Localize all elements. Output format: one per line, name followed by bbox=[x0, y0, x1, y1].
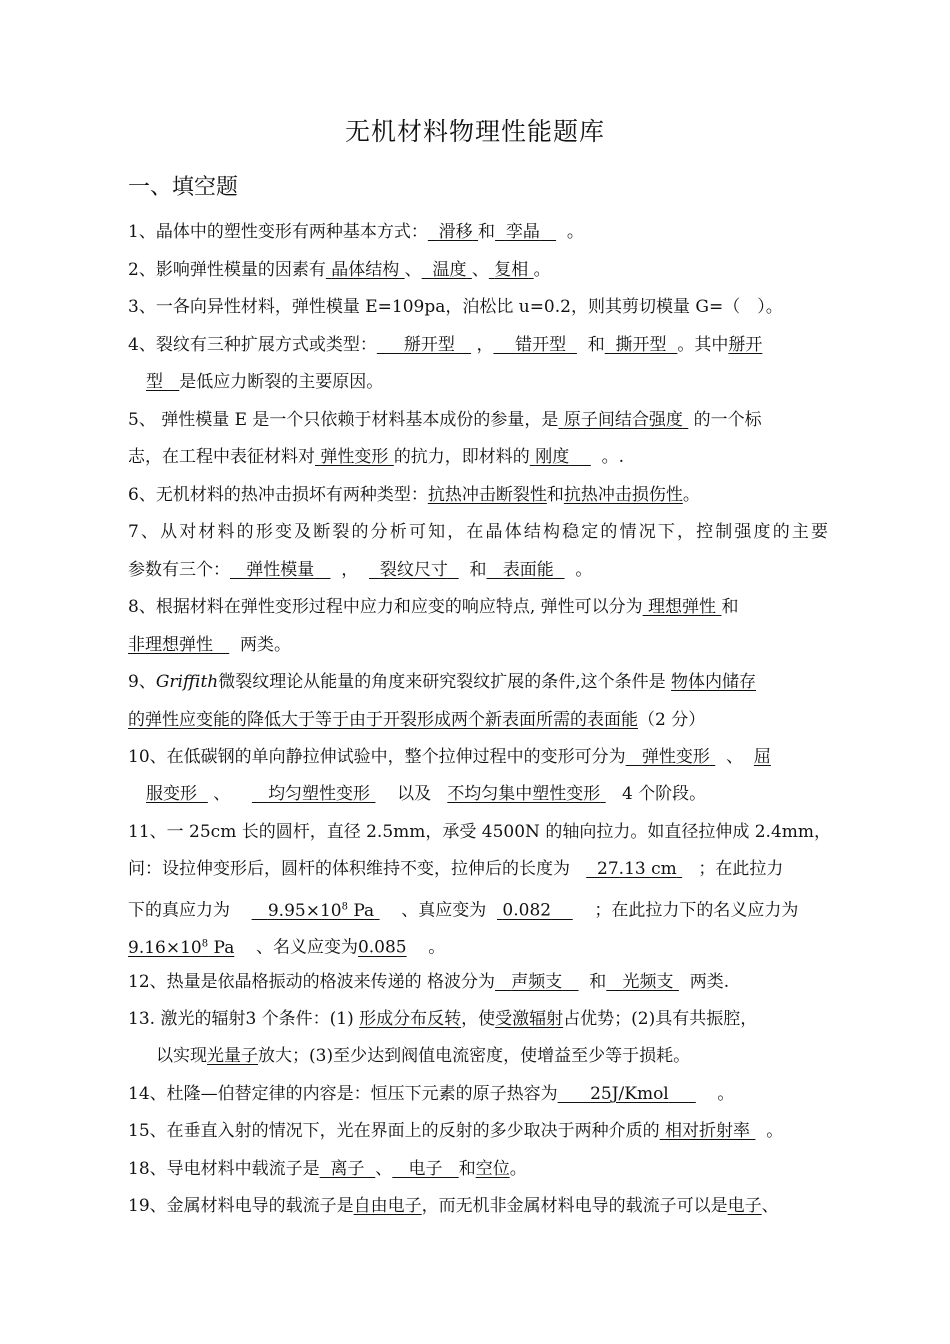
q4-sep-1: ， bbox=[476, 335, 494, 355]
q12-answer-1: 声频支 bbox=[511, 972, 563, 992]
q4-answer-3: 撕开型 bbox=[615, 335, 667, 355]
q11-answer-4-unit: Pa bbox=[208, 937, 235, 958]
q14-answer: 25J/Kmol bbox=[590, 1084, 669, 1104]
question-11 bbox=[128, 817, 832, 847]
q4-text: 4、裂纹有三种扩展方式或类型： bbox=[128, 335, 377, 355]
question-8-cont bbox=[128, 630, 828, 660]
q12-answer-2: 光频支 bbox=[622, 972, 674, 992]
q19-end: 、 bbox=[761, 1196, 779, 1216]
q11-answer-5: 0.085 bbox=[357, 937, 407, 958]
q11-text-3: ；在此拉力 bbox=[698, 859, 784, 879]
q1-answer-1: 滑移 bbox=[438, 222, 473, 242]
q10-sep-2: 、 bbox=[213, 784, 231, 804]
q11-text-2: 问：设拉伸变形后，圆杆的体积维持不变，拉伸后的长度为 bbox=[128, 859, 570, 879]
q19-text: 19、金属材料电导的载流子是 bbox=[128, 1196, 354, 1216]
q7-end: 。 bbox=[575, 560, 593, 580]
q9-griffith: Griffith bbox=[155, 672, 219, 692]
q5-text-3: 志，在工程中表征材料对 bbox=[128, 447, 315, 467]
question-2 bbox=[128, 255, 828, 285]
q11-text-4: 下的真应力为 bbox=[128, 900, 230, 921]
q1-text-2: 和 bbox=[478, 222, 496, 242]
q15-text: 15、在垂直入射的情况下，光在界面上的反射的多少取决于两种介质的 bbox=[128, 1121, 660, 1141]
q13-text-2: ，使 bbox=[461, 1009, 496, 1029]
q6-text: 6、无机材料的热冲击损坏有两种类型： bbox=[128, 485, 428, 505]
question-9 bbox=[128, 667, 828, 697]
q7-answer-2: 裂纹尺寸 bbox=[379, 560, 448, 580]
q13-text-5: 放大；(3)至少达到阀值电流密度，使增益至少等于损耗。 bbox=[258, 1046, 691, 1066]
q6-sep: 和 bbox=[546, 485, 564, 505]
q2-text: 2、影响弹性模量的因素有 bbox=[128, 260, 326, 280]
question-4 bbox=[128, 330, 828, 360]
q19-answer-2: 电子 bbox=[727, 1196, 762, 1216]
section-heading: 一、填空题 bbox=[128, 175, 239, 200]
question-1 bbox=[128, 217, 828, 247]
question-6 bbox=[128, 480, 828, 510]
question-10 bbox=[128, 742, 828, 772]
q10-answer-4: 不均匀集中塑性变形 bbox=[447, 784, 601, 804]
q12-end: 两类. bbox=[689, 972, 730, 992]
q5-answer-2: 弹性变形 bbox=[320, 447, 389, 467]
question-5 bbox=[128, 405, 828, 435]
q4-answer-1: 掰开型 bbox=[403, 335, 455, 355]
question-18 bbox=[128, 1154, 828, 1184]
q18-answer-2: 电子 bbox=[408, 1159, 443, 1179]
q8-text: 8、根据材料在弹性变形过程中应力和应变的响应特点, 弹性可以分为 bbox=[128, 597, 643, 617]
q13-text-3: 占优势；(2)具有共振腔， bbox=[563, 1009, 758, 1029]
question-12 bbox=[128, 967, 828, 997]
q11-text-6: ；在此拉力下的名义应力为 bbox=[594, 900, 799, 921]
q11-answer-2-unit: Pa bbox=[347, 900, 375, 921]
q19-answer-1: 自由电子 bbox=[353, 1196, 422, 1216]
question-11-cont-1 bbox=[128, 854, 828, 884]
q9-points: （2 分） bbox=[638, 710, 706, 730]
q4-text-2: 。其中 bbox=[677, 335, 729, 355]
question-19 bbox=[128, 1191, 828, 1221]
q11-answer-4-exp: 8 bbox=[201, 938, 209, 949]
question-7 bbox=[128, 517, 828, 547]
q10-sep-1: 、 bbox=[726, 747, 744, 767]
q4-answer-2: 错开型 bbox=[515, 335, 567, 355]
q14-text: 14、杜隆—伯替定律的内容是：恒压下元素的原子热容为 bbox=[128, 1084, 558, 1104]
q8-end: 两类。 bbox=[240, 635, 292, 655]
question-13 bbox=[128, 1004, 828, 1034]
q7-sep-2: 和 bbox=[469, 560, 487, 580]
q5-text-4: 的抗力，即材料的 bbox=[393, 447, 530, 467]
q11-text: 11、一 25cm 长的圆杆，直径 2.5mm，承受 4500N 的轴向拉力。如直径拉伸成 2.4mm， bbox=[128, 822, 832, 842]
question-11-cont-2 bbox=[128, 892, 828, 922]
question-10-cont bbox=[146, 779, 828, 809]
question-3 bbox=[128, 292, 828, 322]
q9-text: 微裂纹理论从能量的角度来研究裂纹扩展的条件, bbox=[218, 672, 581, 692]
q2-answer-3: 复相 bbox=[494, 260, 529, 280]
q12-sep: 和 bbox=[589, 972, 607, 992]
question-8 bbox=[128, 592, 828, 622]
q10-answer-1: 弹性变形 bbox=[641, 747, 710, 767]
q3-text: 3、一各向异性材料，弹性模量 E=109pa，泊松比 u=0.2，则其剪切模量 G=（ ）。 bbox=[128, 297, 783, 317]
q10-answer-2a: 屈 bbox=[753, 747, 771, 767]
q5-text: 5、 弹性模量 E 是一个只依赖于材料基本成份的参量，是 bbox=[128, 410, 559, 430]
q4-answer-4a: 掰开 bbox=[728, 335, 763, 355]
q2-sep-2: 、 bbox=[471, 260, 489, 280]
q14-end: 。 bbox=[717, 1084, 735, 1104]
q7-sep-1: ， bbox=[341, 560, 359, 580]
q11-answer-4: 9.16×10 bbox=[128, 937, 202, 958]
q2-end: 。 bbox=[533, 260, 551, 280]
q11-answer-2-exp: 8 bbox=[341, 901, 348, 912]
q18-text: 18、导电材料中载流子是 bbox=[128, 1159, 320, 1179]
q10-text: 10、在低碳钢的单向静拉伸试验中，整个拉伸过程中的变形可分为 bbox=[128, 747, 626, 767]
question-13-cont bbox=[156, 1041, 828, 1071]
question-9-cont bbox=[128, 705, 828, 735]
q9-number: 9、 bbox=[128, 672, 156, 692]
q13-answer-3: 光量子 bbox=[207, 1046, 258, 1066]
q4-answer-4b: 型 bbox=[146, 372, 163, 392]
q6-answer-2: 抗热冲击损伤性 bbox=[563, 485, 683, 505]
q13-answer-1: 形成分布反转 bbox=[359, 1009, 462, 1029]
q10-end: 4 个阶段。 bbox=[621, 784, 707, 804]
q10-answer-3: 均匀塑性变形 bbox=[268, 784, 371, 804]
question-5-cont bbox=[128, 442, 828, 472]
q7-text-2: 参数有三个： bbox=[128, 560, 230, 580]
q4-text-3: 是低应力断裂的主要原因。 bbox=[179, 372, 384, 392]
q18-sep-1: 、 bbox=[375, 1159, 393, 1179]
question-14 bbox=[128, 1079, 828, 1109]
question-7-cont bbox=[128, 555, 828, 585]
q9-answer-2: 的弹性应变能的降低大于等于由于开裂形成两个新表面所需的表面能 bbox=[128, 710, 638, 730]
q7-answer-1: 弹性模量 bbox=[246, 560, 315, 580]
q1-text: 1、晶体中的塑性变形有两种基本方式： bbox=[128, 222, 428, 242]
q1-text-3: 。 bbox=[566, 222, 584, 242]
q13-text-4: 以实现 bbox=[156, 1046, 207, 1066]
question-15 bbox=[128, 1116, 828, 1146]
q6-answer-1: 抗热冲击断裂性 bbox=[427, 485, 547, 505]
q5-answer-1: 原子间结合强度 bbox=[563, 410, 683, 430]
q11-end: 。 bbox=[428, 937, 446, 958]
q2-answer-1: 晶体结构 bbox=[331, 260, 400, 280]
q11-answer-2: 9.95×10 bbox=[267, 900, 342, 921]
q15-end: 。 bbox=[766, 1121, 784, 1141]
q13-text: 13. 激光的辐射3 个条件：(1) bbox=[128, 1009, 354, 1029]
q7-text: 7、从对材料的形变及断裂的分析可知，在晶体结构稳定的情况下，控制强度的主要 bbox=[128, 522, 828, 542]
q15-answer: 相对折射率 bbox=[665, 1121, 751, 1141]
q18-answer-1: 离子 bbox=[330, 1159, 365, 1179]
q9-text-2: 这个条件是 bbox=[580, 672, 666, 692]
q9-answer-1: 物体内储存 bbox=[671, 672, 757, 692]
q11-text-5: 、真应变为 bbox=[401, 900, 487, 921]
q13-answer-2: 受激辐射 bbox=[495, 1009, 564, 1029]
q4-sep-2: 和 bbox=[587, 335, 605, 355]
q7-answer-3: 表面能 bbox=[502, 560, 554, 580]
q5-answer-3: 刚度 bbox=[535, 447, 570, 467]
question-4-cont bbox=[146, 367, 828, 397]
q11-answer-1: 27.13 cm bbox=[597, 859, 677, 879]
document-title: 无机材料物理性能题库 bbox=[344, 117, 605, 146]
q5-text-2: 的一个标 bbox=[693, 410, 762, 430]
q8-answer-1: 理想弹性 bbox=[648, 597, 717, 617]
q6-end: 。 bbox=[682, 485, 700, 505]
q18-end: 。 bbox=[509, 1159, 527, 1179]
question-11-cont-3 bbox=[128, 929, 828, 959]
q10-text-2: 以及 bbox=[397, 784, 432, 804]
q8-sep: 和 bbox=[721, 597, 739, 617]
q1-answer-2: 孪晶 bbox=[505, 222, 540, 242]
q18-answer-3: 空位 bbox=[475, 1159, 510, 1179]
q8-answer-2: 非理想弹性 bbox=[128, 635, 213, 655]
q2-sep-1: 、 bbox=[404, 260, 422, 280]
q19-text-2: ，而无机非金属材料电导的载流子可以是 bbox=[421, 1196, 728, 1216]
q18-sep-2: 和 bbox=[458, 1159, 476, 1179]
q5-end: 。. bbox=[601, 447, 625, 467]
q11-answer-3: 0.082 bbox=[502, 900, 552, 921]
q12-text: 12、热量是依晶格振动的格波来传递的 格波分为 bbox=[128, 972, 496, 992]
q10-answer-2b: 服变形 bbox=[146, 784, 197, 804]
q11-text-7: 、名义应变为 bbox=[255, 937, 358, 958]
q2-answer-2: 温度 bbox=[432, 260, 467, 280]
